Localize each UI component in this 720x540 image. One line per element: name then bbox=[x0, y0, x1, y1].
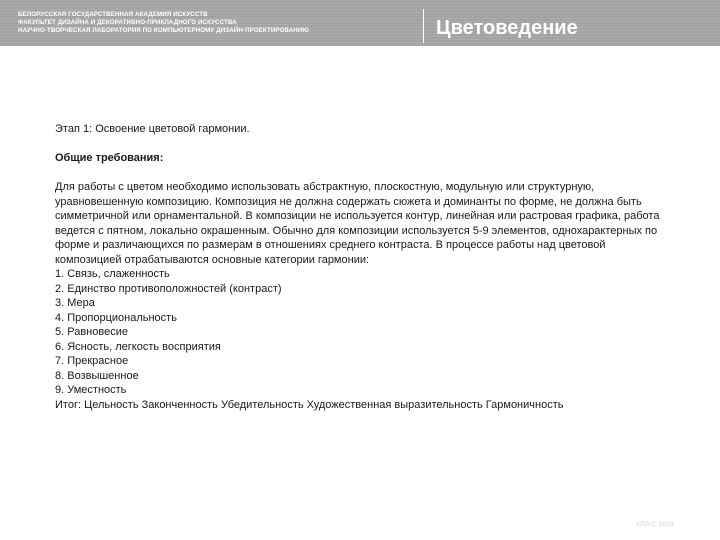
footer-mark: КПЛ/С 2003 bbox=[636, 522, 674, 528]
slide-header bbox=[0, 0, 720, 46]
institution-line-lab: НАУЧНО-ТВОРЧЕСКАЯ ЛАБОРАТОРИЯ ПО КОМПЬЮТЕРНОМУ ДИЗАЙН-ПРОЕКТИРОВАНИЮ bbox=[18, 27, 309, 35]
harmony-categories-list bbox=[55, 267, 665, 398]
list-item: 9. Уместность bbox=[55, 384, 127, 396]
list-item: 7. Прекрасное bbox=[55, 355, 129, 367]
stage-line bbox=[55, 122, 665, 137]
slide-title: Цветоведение bbox=[436, 17, 578, 39]
list-item: 6. Ясность, легкость восприятия bbox=[55, 340, 221, 353]
header-divider bbox=[423, 9, 424, 43]
summary-line: Итог: Цельность Законченность Убедительность Художественная выразительность Гармоничность bbox=[55, 398, 564, 411]
requirements-heading: Общие требования: bbox=[55, 151, 164, 164]
stage-label: Этап 1: bbox=[55, 123, 93, 135]
stage-name: Освоение цветовой гармонии. bbox=[95, 123, 250, 135]
institution-line-academy: БЕЛОРУССКАЯ ГОСУДАРСТВЕННАЯ АКАДЕМИЯ ИСКУССТВ bbox=[18, 11, 208, 18]
list-item: 4. Пропорциональность bbox=[55, 311, 177, 324]
slide-content bbox=[55, 122, 665, 412]
requirements-paragraph: Для работы с цветом необходимо использовать абстрактную, плоскостную, модульную или структурную, уравновешенную композицию. Композиция не должна содержать сюжета и доминанты по форме, не должна быть симметричной или орнаментальной. В композиции не используется контур, линейная или растровая графика, работа ведется с пятном, локально окрашенным. Обычно для композиции используется 5-9 элементов, однохарактерных по форме и различающихся по размерам в отношениях среднего контраста. В процессе работы над цветовой композицией отрабатываются основные категории гармонии: bbox=[55, 181, 660, 266]
list-item: 1. Связь, слаженность bbox=[55, 268, 170, 280]
list-item: 8. Возвышенное bbox=[55, 369, 139, 382]
list-item: 3. Мера bbox=[55, 297, 95, 309]
list-item: 5. Равновесие bbox=[55, 326, 128, 338]
institution-name bbox=[18, 11, 418, 36]
list-item: 2. Единство противоположностей (контраст) bbox=[55, 282, 282, 295]
institution-line-faculty: ФАКУЛЬТЕТ ДИЗАЙНА И ДЕКОРАТИВНО-ПРИКЛАДНОГО ИСКУССТВА bbox=[18, 19, 237, 27]
